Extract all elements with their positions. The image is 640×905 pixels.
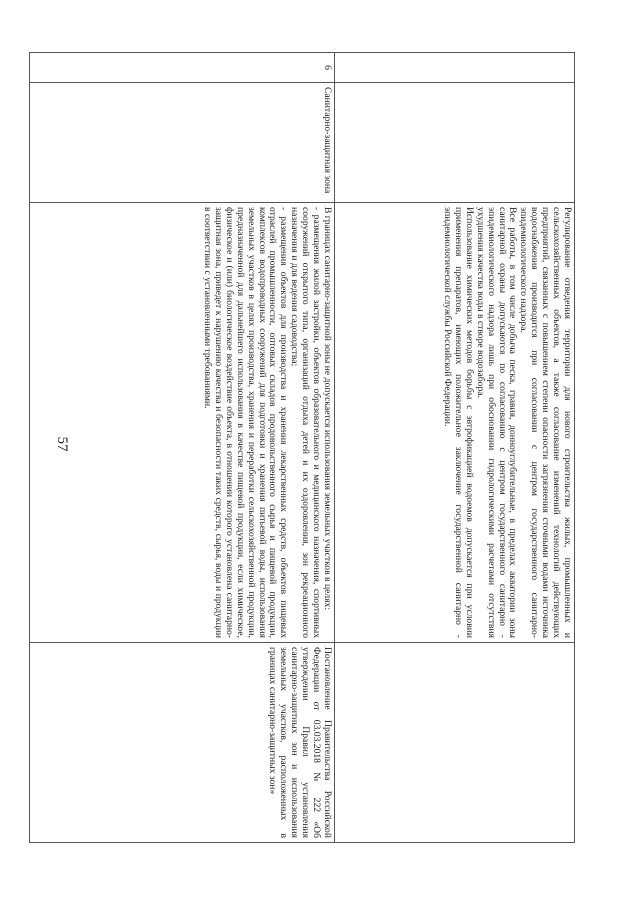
legal-act-cell: Постановление Правительства Российской Федерации от 03.03.2018 № 222 «Об утверждении Правил установления санитарно-защитных зон и использования земельных участков, расположенных в границах санитарно-защитных зон» [30,643,335,843]
row-number-cell: 6 [30,53,335,83]
requirement-paragraph: - размещения жилой застройки, объектов образовательного и медицинского назначения, спортивных сооружений открытого типа, организаций отдыха детей и их оздоровления, зон рекреационного назначения и для ведения садоводства; [289,207,323,638]
zone-name-cell [335,83,575,203]
regulations-table [29,52,575,843]
rotated-page-content [30,52,575,842]
table-row [30,53,335,843]
requirement-paragraph: - размещения объектов для производства и хранения лекарственных средств, объектов пищевых отраслей промышленности, оптовых складов продовольственного сырья и пищевой продукции, комплексов водопроводных сооружений для подготовки и хранения питьевой воды, использования земельных участков в целях производства, хранения и переработки сельскохозяйственной продукции, предназначенной для дальнейшего использования в качестве пищевой продукции, если химическое, физическое и (или) биологическое воздействие объекта, в отношении которого установлена санитарно-защитная зона, приведет к нарушению качества и безопасности таких средств, сырья, воды и продукции в соответствии с установленными требованиями. [202,207,290,638]
requirement-paragraph: Все работы, в том числе добыча песка, гравия, донноуглубительные, в пределах акватории зоны санитарной охраны допускаются по согласованию с центром государственного санитарно - эпидемиологического надзора лишь при обосновании гидрологическими расчетами отсутствия ухудшения качества воды в створе водозабора. [474,207,519,638]
requirement-paragraph: В границах санитарно-защитной зоны не допускается использования земельных участков в целях: [322,207,333,610]
row-number-cell [335,53,575,83]
requirements-cell [30,203,335,643]
page-number: 57 [54,436,70,452]
zone-name-cell: Санитарно-защитная зона [30,83,335,203]
requirement-paragraph: Использование химических методов борьбы с эвтрофикацией водоемов допускается при условии применения препаратов, имеющих положительное заключение государственной санитарно - эпидемиологической службы Российской Федерации. [442,207,475,638]
requirement-paragraph: Регулирование отведения территории для нового строительства жилых, промышленных и сельскохозяйственных объектов, а также согласование изменений технологий действующих предприятий, связанных с повышением степени опасности загрязнения сточными водами источника водоснабжения производится при согласовании с центром государственного санитарно-эпидемиологического надзора. [518,207,573,638]
legal-act-cell [335,643,575,843]
table-row [335,53,575,843]
requirements-cell [335,203,575,643]
